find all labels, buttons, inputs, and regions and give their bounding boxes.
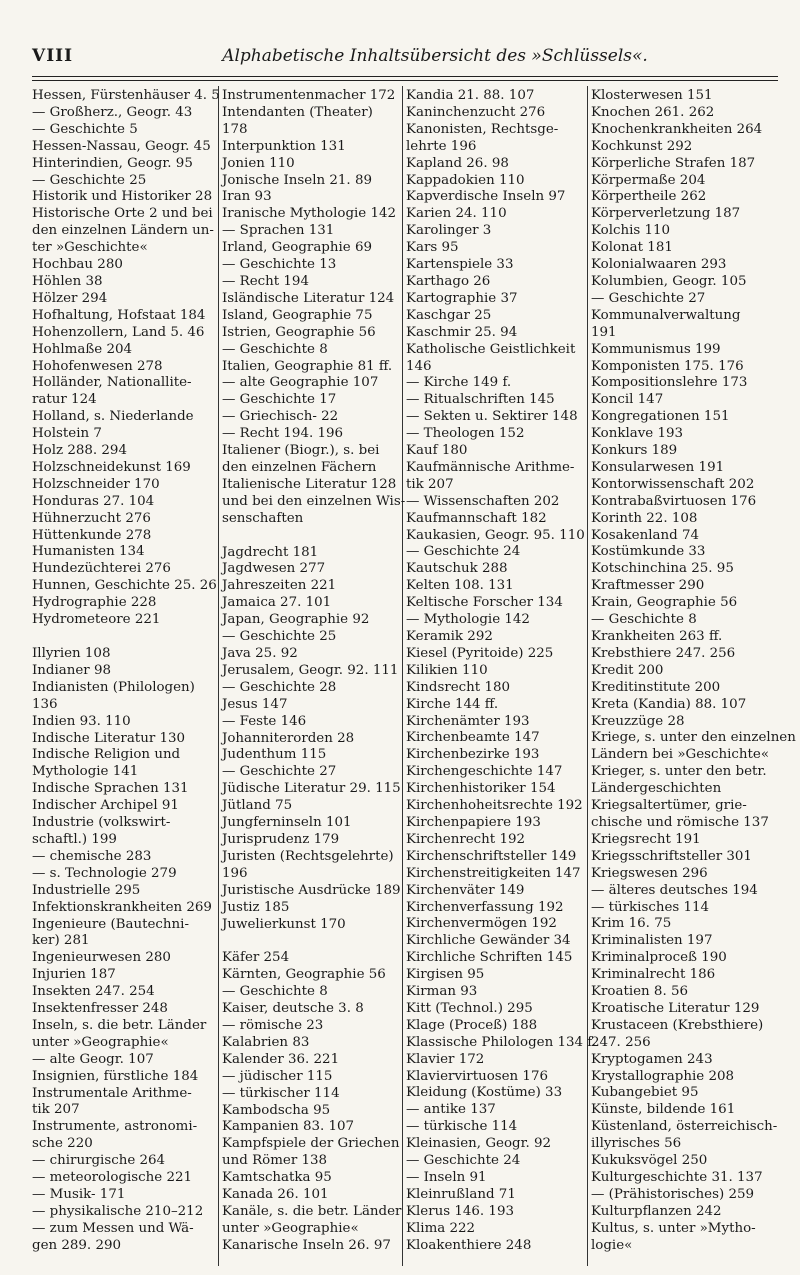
header-rule-thick (32, 76, 778, 77)
index-entry: — zum Messen und Wä- (32, 1220, 194, 1236)
index-entry: ter »Geschichte« (32, 240, 148, 256)
index-entry: Hüttenkunde 278 (32, 527, 152, 543)
index-entry: Kriegsschriftsteller 301 (591, 848, 752, 864)
index-entry: — Griechisch- 22 (222, 409, 339, 425)
index-entry: 136 (32, 696, 58, 712)
section-gap (222, 528, 402, 545)
index-entry: Kapland 26. 98 (406, 155, 509, 171)
index-entry: Kauf 180 (406, 443, 468, 459)
index-entry: Kirchenhistoriker 154 (406, 781, 556, 797)
index-entry: — Musik- 171 (32, 1187, 126, 1202)
index-entry: Kaukasien, Geogr. 95. 110 (406, 527, 585, 543)
index-entry: Istrien, Geographie 56 (222, 324, 376, 340)
index-entry: Karien 24. 110 (406, 206, 507, 222)
index-entry: tik 207 (32, 1102, 80, 1118)
index-entry: Humanisten 134 (32, 544, 145, 560)
index-entry: Indische Sprachen 131 (32, 781, 189, 797)
index-entry: Konkurs 189 (591, 443, 678, 459)
index-entry: Infektionskrankheiten 269 (32, 899, 212, 915)
header-rule-thin (32, 80, 778, 81)
index-entry: Kalender 36. 221 (222, 1051, 340, 1067)
index-entry: Kirchenhoheitsrechte 192 (406, 798, 583, 814)
index-entry: Kampanien 83. 107 (222, 1119, 355, 1135)
index-entry: Keramik 292 (406, 629, 493, 644)
index-entry: — Geschichte 8 (591, 612, 697, 628)
index-entry: Kompositionslehre 173 (591, 375, 748, 391)
index-entry: Kreta (Kandia) 88. 107 (591, 696, 747, 712)
index-entry: — Ritualschriften 145 (406, 392, 555, 408)
index-entry: Krystallographie 208 (591, 1068, 735, 1084)
index-entry: Indischer Archipel 91 (32, 798, 179, 814)
index-entry: Hessen-Nassau, Geogr. 45 (32, 138, 211, 154)
index-entry: Holland, s. Niederlande (32, 409, 194, 425)
index-entry: — Sprachen 131 (222, 223, 335, 239)
index-entry: Kartographie 37 (406, 290, 518, 306)
index-entry: — Geschichte 27 (591, 290, 706, 306)
index-entry: senschaften (222, 510, 304, 526)
index-entry: Kamtschatka 95 (222, 1170, 332, 1186)
index-entry: Körperliche Strafen 187 (591, 155, 756, 171)
index-entry: tik 207 (406, 476, 454, 492)
index-entry: logie« (591, 1237, 633, 1253)
index-entry: Käfer 254 (222, 950, 290, 966)
index-entry: Kirchenverfassung 192 (406, 899, 564, 915)
index-entry: Klima 222 (406, 1220, 476, 1236)
index-entry: Kirchenbezirke 193 (406, 747, 540, 763)
index-entry: Klosterwesen 151 (591, 88, 713, 103)
page-header (32, 44, 778, 76)
index-entry: Klerus 146. 193 (406, 1203, 514, 1219)
index-entry: Kosakenland 74 (591, 527, 699, 543)
index-entry: Kautschuk 288 (406, 561, 508, 577)
index-entry: Karthago 26 (406, 273, 491, 289)
index-entry: Island, Geographie 75 (222, 307, 373, 323)
index-entry: Hinterindien, Geogr. 95 (32, 155, 193, 171)
index-entry: 247. 256 (591, 1034, 651, 1050)
index-entry: Indische Religion und (32, 747, 181, 763)
index-entry: Inseln, s. die betr. Länder (32, 1017, 207, 1033)
index-entry: Höhlen 38 (32, 273, 103, 289)
index-entry: Kindsrecht 180 (406, 679, 510, 695)
index-entry: Hofhaltung, Hofstaat 184 (32, 307, 206, 323)
index-entry: Judenthum 115 (222, 747, 327, 763)
index-entry: illyrisches 56 (591, 1136, 682, 1152)
index-entry: Klavier 172 (406, 1051, 485, 1067)
index-entry: Kolchis 110 (591, 223, 671, 239)
index-entry: Kulturgeschichte 31. 137 (591, 1170, 763, 1185)
index-entry: Konsularwesen 191 (591, 459, 725, 475)
index-entry: Kostümkunde 33 (591, 544, 706, 560)
index-entry: Kanada 26. 101 (222, 1187, 329, 1203)
index-entry: Kriminalisten 197 (591, 933, 713, 949)
index-entry: Karolinger 3 (406, 223, 492, 239)
index-entry: Insektenfresser 248 (32, 1001, 168, 1017)
index-entry: 191 (591, 324, 617, 340)
index-entry: 196 (222, 865, 248, 881)
index-entry: Knochen 261. 262 (591, 104, 715, 120)
index-entry: Komponisten 175. 176 (591, 358, 744, 374)
index-entry: Hydrometeore 221 (32, 612, 161, 628)
index-entry: Hunnen, Geschichte 25. 26 (32, 578, 217, 594)
index-entry: — Feste 146 (222, 713, 307, 729)
index-entry: — Geschichte 5 (32, 121, 138, 137)
index-entry: Kampfspiele der Griechen (222, 1136, 400, 1152)
index-entry: Industrie (volkswirt- (32, 815, 171, 831)
index-entry: Korinth 22. 108 (591, 510, 698, 526)
index-entry: Kirchenväter 149 (406, 882, 525, 898)
index-entry: Kongregationen 151 (591, 409, 730, 425)
index-entry: ratur 124 (32, 392, 97, 408)
index-entry: Kirchenbeamte 147 (406, 730, 540, 746)
index-entry: Ingenieurwesen 280 (32, 950, 171, 966)
index-entry: Kirchenvermögen 192 (406, 916, 557, 932)
index-entry: Italienische Literatur 128 (222, 476, 397, 492)
index-entry: Kilikien 110 (406, 662, 488, 678)
index-entry: 146 (406, 358, 432, 374)
index-entry: und Römer 138 (222, 1153, 328, 1169)
index-entry: chische und römische 137 (591, 814, 769, 830)
index-entry: Knochenkrankheiten 264 (591, 121, 763, 137)
index-entry: Kriege, s. unter den einzelnen (591, 730, 796, 746)
index-entry: Hohofenwesen 278 (32, 358, 163, 374)
index-entry: Kiesel (Pyritoide) 225 (406, 645, 554, 661)
index-entry: — türkische 114 (406, 1119, 518, 1135)
index-entry: Juristische Ausdrücke 189 (222, 882, 401, 898)
index-entry: Kaiser, deutsche 3. 8 (222, 1001, 364, 1017)
index-column-2 (222, 88, 406, 1255)
index-entry: Kapverdische Inseln 97 (406, 189, 566, 205)
index-entry: Historische Orte 2 und bei (32, 206, 213, 222)
index-entry: Klaviervirtuosen 176 (406, 1068, 548, 1084)
index-entry: Holzschneidekunst 169 (32, 459, 191, 475)
index-entry: Krustaceen (Krebsthiere) (591, 1017, 764, 1033)
index-entry: Koncil 147 (591, 392, 664, 408)
index-entry: — Inseln 91 (406, 1170, 487, 1185)
index-entry: Kriminalproceß 190 (591, 950, 727, 966)
index-entry: Krieger, s. unter den betr. (591, 764, 767, 780)
index-entry: Kirman 93 (406, 984, 478, 1000)
index-entry: — Kirche 149 f. (406, 375, 512, 391)
index-entry: — chirurgische 264 (32, 1153, 166, 1169)
index-entry: Jüdische Literatur 29. 115 (222, 781, 401, 797)
index-entry: unter »Geographie« (222, 1220, 359, 1236)
index-entry: lehrte 196 (406, 138, 477, 154)
index-entry: Italiener (Biogr.), s. bei (222, 443, 380, 459)
index-entry: — Geschichte 28 (222, 679, 337, 695)
index-entry: Kryptogamen 243 (591, 1051, 713, 1067)
index-entry: Jamaica 27. 101 (222, 595, 332, 611)
page-number: VIII (32, 46, 74, 66)
index-entry: Kirgisen 95 (406, 967, 485, 983)
index-entry: Körperverletzung 187 (591, 206, 741, 222)
index-entry: gen 289. 290 (32, 1237, 122, 1253)
index-entry: Hohenzollern, Land 5. 46 (32, 324, 205, 340)
index-entry: unter »Geographie« (32, 1034, 169, 1050)
index-entry: Kriegsaltertümer, grie- (591, 798, 747, 814)
index-entry: Holländer, Nationallite- (32, 375, 192, 391)
index-entry: Intendanten (Theater) (222, 104, 373, 120)
index-entry: — Geschichte 24 (406, 544, 521, 560)
index-entry: Hydrographie 228 (32, 595, 157, 611)
index-entry: Kirchenschriftsteller 149 (406, 848, 577, 864)
index-entry: Hessen, Fürstenhäuser 4. 5 (32, 88, 220, 103)
index-entry: Kolonat 181 (591, 240, 673, 256)
index-entry: — Geschichte 25 (32, 172, 147, 188)
index-entry: Instrumente, astronomi- (32, 1119, 198, 1135)
index-entry: Jerusalem, Geogr. 92. 111 (222, 662, 399, 678)
index-entry: Kraftmesser 290 (591, 578, 705, 594)
index-entry: — alte Geographie 107 (222, 375, 379, 391)
index-entry: Illyrien 108 (32, 646, 111, 661)
index-entry: — meteorologische 221 (32, 1170, 193, 1186)
index-entry: Jurisprudenz 179 (222, 831, 340, 847)
index-entry: Kirchenämter 193 (406, 713, 530, 729)
index-entry: Juwelierkunst 170 (222, 916, 346, 932)
index-entry: Jonien 110 (222, 155, 295, 171)
index-entry: Kirchliche Gewänder 34 (406, 933, 571, 949)
index-entry: Krain, Geographie 56 (591, 595, 738, 611)
index-entry: Japan, Geographie 92 (222, 612, 370, 628)
index-column-1 (32, 88, 220, 1255)
index-entry: — türkisches 114 (591, 899, 710, 915)
index-entry: Kandia 21. 88. 107 (406, 88, 535, 103)
index-entry: — Wissenschaften 202 (406, 493, 560, 509)
index-entry: Kriminalrecht 186 (591, 967, 716, 983)
section-gap (32, 629, 212, 646)
index-entry: Kanonisten, Rechtsge- (406, 121, 559, 137)
index-entry: Hochbau 280 (32, 257, 123, 273)
index-entry: Kirchengeschichte 147 (406, 764, 563, 780)
index-entry: Krim 16. 75 (591, 916, 672, 932)
index-entry: Kotschinchina 25. 95 (591, 561, 734, 577)
index-entry: Indien 93. 110 (32, 713, 131, 729)
index-entry: Kitt (Technol.) 295 (406, 1000, 533, 1016)
index-entry: Kirche 144 ff. (406, 696, 499, 712)
index-entry: — Mythologie 142 (406, 612, 530, 628)
index-entry: Kreditinstitute 200 (591, 679, 721, 695)
index-entry: Jonische Inseln 21. 89 (222, 172, 372, 188)
index-entry: — chemische 283 (32, 848, 152, 864)
index-entry: Kaufmännische Arithme- (406, 459, 575, 475)
index-entry: Indianer 98 (32, 662, 111, 678)
index-column-4 (591, 88, 796, 1255)
index-entry: Kaufmannschaft 182 (406, 510, 547, 526)
index-entry: Kambodscha 95 (222, 1102, 331, 1118)
index-entry: Klage (Proceß) 188 (406, 1017, 538, 1033)
index-entry: Kaschmir 25. 94 (406, 324, 518, 340)
index-entry: — Geschichte 25 (222, 629, 337, 645)
index-entry: Kanäle, s. die betr. Länder (222, 1204, 402, 1219)
index-entry: Kontorwissenschaft 202 (591, 476, 755, 492)
index-entry: Justiz 185 (222, 899, 290, 915)
index-entry: Kultus, s. unter »Mytho- (591, 1220, 756, 1236)
index-entry: Injurien 187 (32, 967, 116, 983)
index-entry: Kontrabaßvirtuosen 176 (591, 493, 757, 509)
index-entry: Ländergeschichten (591, 781, 722, 797)
index-entry: und bei den einzelnen Wis- (222, 493, 406, 509)
index-entry: Insignien, fürstliche 184 (32, 1068, 199, 1084)
index-entry: Kommunalverwaltung (591, 307, 741, 323)
index-entry: Hohlmaße 204 (32, 341, 133, 357)
index-entry: Ländern bei »Geschichte« (591, 747, 770, 763)
index-entry: Körpertheile 262 (591, 189, 707, 205)
index-entry: Kolumbien, Geogr. 105 (591, 273, 747, 289)
column-divider (587, 86, 588, 1266)
index-entry: Holzschneider 170 (32, 476, 160, 492)
index-entry: ker) 281 (32, 933, 90, 949)
index-entry: Kärnten, Geographie 56 (222, 967, 386, 983)
index-entry: — s. Technologie 279 (32, 865, 177, 881)
index-entry: Kreuzzüge 28 (591, 713, 685, 729)
index-entry: Krankheiten 263 ff. (591, 629, 723, 644)
index-entry: — Sekten u. Sektirer 148 (406, 409, 578, 425)
index-entry: Instrumentale Arithme- (32, 1085, 192, 1101)
index-entry: Körpermaße 204 (591, 172, 706, 188)
index-entry: Kaschgar 25 (406, 307, 492, 323)
index-entry: Java 25. 92 (222, 646, 298, 661)
index-entry: — Großherz., Geogr. 43 (32, 104, 193, 120)
index-entry: Juristen (Rechtsgelehrte) (222, 848, 394, 864)
index-entry: Industrielle 295 (32, 882, 141, 898)
index-entry: Kleinasien, Geogr. 92 (406, 1136, 552, 1152)
index-entry: — antike 137 (406, 1102, 496, 1118)
index-entry: schaftl.) 199 (32, 831, 117, 847)
index-entry: Konklave 193 (591, 426, 684, 442)
index-entry: den einzelnen Ländern un- (32, 223, 214, 239)
index-entry: — türkischer 114 (222, 1085, 340, 1101)
column-divider (402, 86, 403, 1266)
index-entry: Künste, bildende 161 (591, 1102, 736, 1118)
index-entry: Kirchliche Schriften 145 (406, 950, 573, 966)
index-entry: Klassische Philologen 134 f. (406, 1034, 597, 1050)
index-entry: Isländische Literatur 124 (222, 290, 395, 306)
index-entry: — (Prähistorisches) 259 (591, 1186, 755, 1202)
index-entry: Hölzer 294 (32, 290, 108, 306)
index-entry: Krebsthiere 247. 256 (591, 645, 736, 661)
index-entry: Katholische Geistlichkeit (406, 341, 576, 357)
index-entry: sche 220 (32, 1136, 93, 1152)
index-entry: Iran 93 (222, 189, 272, 205)
index-entry: Instrumentenmacher 172 (222, 88, 396, 103)
index-entry: Honduras 27. 104 (32, 493, 155, 509)
index-entry: Küstenland, österreichisch- (591, 1119, 778, 1135)
index-entry: Jesus 147 (222, 696, 288, 712)
index-entry: Kroatien 8. 56 (591, 984, 688, 1000)
index-entry: Kaninchenzucht 276 (406, 104, 546, 120)
index-entry: Hundezüchterei 276 (32, 561, 171, 577)
index-entry: Kubangebiet 95 (591, 1085, 699, 1101)
index-entry: Kirchenrecht 192 (406, 831, 526, 847)
index-entry: Holz 288. 294 (32, 443, 127, 459)
index-entry: — physikalische 210–212 (32, 1203, 204, 1219)
index-entry: Irland, Geographie 69 (222, 240, 373, 256)
index-entry: — Recht 194. 196 (222, 426, 344, 442)
index-entry: — alte Geogr. 107 (32, 1051, 154, 1067)
index-entry: Kirchenpapiere 193 (406, 814, 541, 830)
index-entry: Jagdrecht 181 (222, 544, 319, 560)
index-entry: Kleinrußland 71 (406, 1186, 516, 1202)
index-entry: Kulturpflanzen 242 (591, 1203, 722, 1219)
index-entry: Italien, Geographie 81 ff. (222, 358, 393, 374)
index-entry: Kirchenstreitigkeiten 147 (406, 865, 581, 881)
index-entry: Kleidung (Kostüme) 33 (406, 1085, 563, 1101)
index-entry: Interpunktion 131 (222, 138, 346, 154)
index-entry: Holstein 7 (32, 426, 102, 442)
index-entry: Kolonialwaaren 293 (591, 257, 727, 273)
index-entry: — römische 23 (222, 1018, 324, 1034)
index-entry: — Geschichte 13 (222, 257, 337, 273)
index-entry: Ingenieure (Bautechni- (32, 916, 189, 932)
index-entry: Kanarische Inseln 26. 97 (222, 1237, 391, 1253)
index-entry: Kochkunst 292 (591, 138, 693, 154)
index-entry: Kartenspiele 33 (406, 257, 514, 273)
index-entry: Johanniterorden 28 (222, 730, 355, 746)
index-entry: Kriegswesen 296 (591, 865, 708, 881)
index-entry: Kelten 108. 131 (406, 578, 514, 594)
index-entry: Kloakenthiere 248 (406, 1237, 532, 1253)
index-entry: Kappadokien 110 (406, 172, 525, 188)
index-entry: — Geschichte 8 (222, 341, 328, 357)
index-entry: Keltische Forscher 134 (406, 595, 563, 611)
index-entry: — Geschichte 17 (222, 392, 337, 408)
index-entry: Mythologie 141 (32, 764, 139, 780)
index-entry: Kukuksvögel 250 (591, 1153, 708, 1169)
index-entry: Indische Literatur 130 (32, 730, 186, 746)
index-entry: — älteres deutsches 194 (591, 882, 758, 898)
index-entry: — Recht 194 (222, 273, 309, 289)
index-entry: — Geschichte 24 (406, 1153, 521, 1169)
index-entry: Kommunismus 199 (591, 341, 721, 357)
index-entry: Jahreszeiten 221 (222, 578, 337, 594)
index-column-3 (406, 88, 597, 1255)
index-entry: Jagdwesen 277 (222, 561, 326, 577)
index-entry: Historik und Historiker 28 (32, 189, 213, 205)
index-entry: den einzelnen Fächern (222, 459, 377, 475)
index-entry: Indianisten (Philologen) (32, 679, 195, 695)
index-entry: Kredit 200 (591, 662, 664, 678)
index-entry: Jungferninseln 101 (222, 815, 352, 831)
column-divider (218, 86, 219, 1266)
index-entry: 178 (222, 121, 248, 137)
index-entry: Kroatische Literatur 129 (591, 1000, 760, 1016)
index-entry: Iranische Mythologie 142 (222, 206, 397, 222)
section-gap (222, 933, 402, 950)
index-entry: — Geschichte 27 (222, 764, 337, 780)
index-entry: Jütland 75 (222, 798, 293, 814)
index-entry: — Theologen 152 (406, 426, 525, 442)
index-entry: — jüdischer 115 (222, 1068, 333, 1084)
index-entry: — Geschichte 8 (222, 984, 328, 1000)
index-entry: Insekten 247. 254 (32, 984, 155, 1000)
index-entry: Kalabrien 83 (222, 1034, 310, 1050)
index-entry: Hühnerzucht 276 (32, 510, 151, 526)
index-entry: Kars 95 (406, 240, 459, 256)
index-entry: Kriegsrecht 191 (591, 831, 701, 847)
page-title: Alphabetische Inhaltsübersicht des »Schlüssels«. (222, 46, 648, 66)
